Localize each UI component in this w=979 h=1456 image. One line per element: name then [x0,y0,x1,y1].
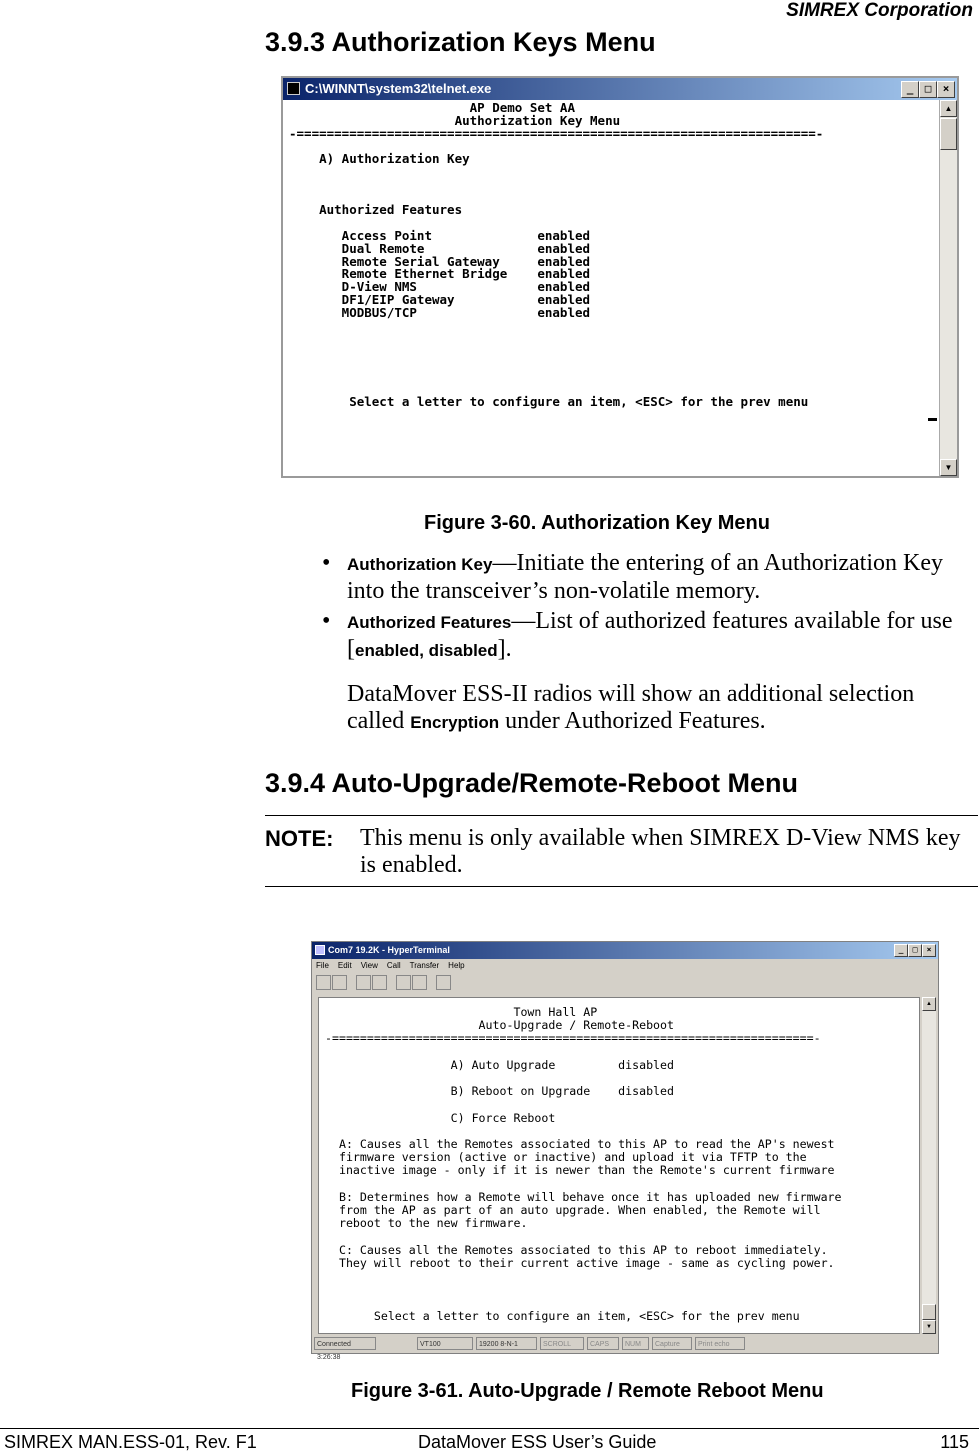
footer-guide: DataMover ESS User’s Guide [418,1432,657,1452]
footer-rule [0,1428,979,1429]
maximize-button[interactable]: □ [919,81,937,98]
menu-edit[interactable]: Edit [337,961,352,970]
bullet-authorization-key [347,550,979,605]
bullet-term: Authorized Features [347,613,512,632]
bullet-values: enabled, disabled [355,641,498,660]
open-icon[interactable] [332,975,347,990]
close-button[interactable]: × [937,81,955,98]
bullet-term: Authorization Key [347,555,493,574]
figure-3-61-caption: Figure 3-61. Auto-Upgrade / Remote Reboot Menu [351,1380,824,1402]
hyperterminal-line: B: Determines how a Remote will behave once it has uploaded new firmware [325,1189,842,1204]
bullet-authorized-features [347,608,979,664]
send-icon[interactable] [396,975,411,990]
cursor-mark [928,418,937,421]
telnet-scrollbar[interactable] [939,100,957,476]
telnet-line: D-View NMS enabled [289,279,591,295]
hyperterminal-line: B) Reboot on Upgrade disabled [325,1084,675,1099]
scroll-down-arrow-icon[interactable]: ▼ [922,1320,936,1334]
telnet-line [289,371,935,384]
status-capture: Capture [652,1337,692,1350]
hyperterminal-line: A) Auto Upgrade disabled [325,1057,675,1072]
note-top-rule [265,815,978,816]
telnet-line: Remote Serial Gateway enabled [289,253,591,269]
hyperterminal-line [325,1178,842,1191]
hyperterminal-window-title: Com7 19.2K - HyperTerminal [328,945,450,955]
bullet-dot: • [322,608,331,634]
menu-transfer[interactable]: Transfer [409,961,440,970]
telnet-line: A) Authorization Key [289,151,470,167]
bracket-open: [ [347,636,355,662]
status-caps: CAPS [587,1337,619,1350]
new-connection-icon[interactable] [316,975,331,990]
telnet-line: -=====================================================================- [289,125,824,141]
hyperterminal-line [325,1046,842,1059]
note-bottom-rule [265,886,978,887]
paragraph-line2-before: called [347,708,411,734]
bullet-dot: • [322,550,331,576]
hyperterminal-line [325,1270,842,1283]
status-emulation: VT100 [417,1337,473,1350]
telnet-line [289,358,935,371]
hyperterminal-line: from the AP as part of an auto upgrade. When enabled, the Remote will [325,1203,821,1218]
scroll-up-arrow-icon[interactable]: ▲ [922,997,936,1011]
hyperterminal-status-bar [314,1337,936,1361]
hyperterminal-terminal-text [325,1006,842,1323]
hyperterminal-line: Town Hall AP [325,1005,598,1019]
telnet-line: Authorization Key Menu [289,112,621,128]
menu-call[interactable]: Call [386,961,401,970]
telnet-line [289,332,935,345]
hyperterminal-icon [315,945,325,955]
telnet-window-title: C:\WINNT\system32\telnet.exe [305,81,492,96]
note-line2: is enabled. [360,852,463,878]
telnet-line: Select a letter to configure an item, <ESC> for the prev menu [289,394,809,410]
paragraph-line2-after: under Authorized Features. [499,708,766,734]
telnet-line [289,320,935,333]
status-scroll: SCROLL [540,1337,584,1350]
hyperterminal-line: Auto-Upgrade / Remote-Reboot [325,1018,675,1033]
menu-file[interactable]: File [316,961,329,970]
telnet-line: MODBUS/TCP enabled [289,304,591,320]
telnet-title-bar [283,78,957,100]
note-line1: This menu is only available when SIMREX D-View NMS key [360,825,961,851]
console-icon [287,82,300,95]
hyperterminal-title-bar [312,942,938,959]
telnet-line: Access Point enabled [289,227,591,243]
hyperterminal-line: firmware version (active or inactive) and upload it via TFTP to the [325,1150,807,1165]
status-print-echo: Print echo [695,1337,745,1350]
telnet-line: Remote Ethernet Bridge enabled [289,266,591,282]
hyperterminal-line: inactive image - only if it is newer than the Remote's current firmware [325,1163,835,1178]
hyperterminal-toolbar [316,975,934,993]
hyperterminal-line [325,1230,842,1243]
bullet-text: —List of authorized features available for use [511,608,953,634]
footer-manual: SIMREX MAN.ESS-01, Rev. F1 [4,1432,257,1452]
receive-icon[interactable] [412,975,427,990]
maximize-button[interactable]: □ [908,944,922,957]
hyperterminal-line: -=====================================================================- [325,1031,821,1046]
telnet-window [281,76,959,478]
scroll-up-arrow-icon[interactable]: ▲ [940,100,957,117]
disconnect-icon[interactable] [372,975,387,990]
footer-page-number: 115 [940,1432,969,1452]
hyperterminal-scrollbar[interactable] [922,997,936,1334]
close-button[interactable]: × [922,944,936,957]
note-text [360,825,979,879]
hyperterminal-line: Select a letter to configure an item, <ESC> for the prev menu [325,1308,800,1323]
telnet-line [289,166,935,179]
bullet-text-line2: into the transceiver’s non-volatile memory. [347,578,761,604]
telnet-line: AP Demo Set AA [289,100,575,115]
minimize-button[interactable]: _ [894,944,908,957]
figure-3-60-caption: Figure 3-60. Authorization Key Menu [424,512,770,534]
menu-help[interactable]: Help [448,961,465,970]
hyperterminal-line: C) Force Reboot [325,1110,556,1125]
telnet-line [289,179,935,192]
encryption-paragraph [347,681,979,736]
telnet-line: Authorized Features [289,202,463,218]
hyperterminal-line: They will reboot to their current active image - same as cycling power. [325,1255,835,1270]
bracket-close: ]. [497,636,512,662]
hyperterminal-line: A: Causes all the Remotes associated to this AP to read the AP's newest [325,1137,835,1152]
hyperterminal-line [325,1296,842,1309]
telnet-line: DF1/EIP Gateway enabled [289,291,591,307]
hyperterminal-line [325,1283,842,1296]
status-num: NUM [622,1337,649,1350]
header-corporation: SIMREX Corporation [786,0,973,21]
call-icon[interactable] [356,975,371,990]
section-3-9-4-title: 3.9.4 Auto-Upgrade/Remote-Reboot Menu [265,768,799,798]
status-settings: 19200 8-N-1 [476,1337,537,1350]
telnet-line: Dual Remote enabled [289,240,591,256]
section-3-9-3-title: 3.9.3 Authorization Keys Menu [265,27,656,57]
note-label: NOTE: [265,826,334,851]
scroll-thumb[interactable] [922,1304,936,1320]
hyperterminal-terminal-area [318,997,920,1334]
hyperterminal-menu-bar [316,960,474,972]
properties-icon[interactable] [436,975,451,990]
hyperterminal-line: C: Causes all the Remotes associated to this AP to reboot immediately. [325,1242,828,1257]
scroll-down-arrow-icon[interactable]: ▼ [940,459,957,476]
menu-view[interactable]: View [360,961,378,970]
bullet-text: —Initiate the entering of an Authorization Key [492,550,943,576]
scroll-thumb[interactable] [940,118,957,150]
telnet-line [289,345,935,358]
hyperterminal-window [311,941,939,1361]
telnet-terminal-text [289,102,935,472]
hyperterminal-line: reboot to the new firmware. [325,1216,528,1231]
hyperterminal-line [325,1098,842,1111]
minimize-button[interactable]: _ [901,81,919,98]
paragraph-line1: DataMover ESS-II radios will show an additional selection [347,681,915,707]
status-connected: Connected 3:26:38 [314,1337,376,1350]
encryption-term: Encryption [410,713,500,732]
